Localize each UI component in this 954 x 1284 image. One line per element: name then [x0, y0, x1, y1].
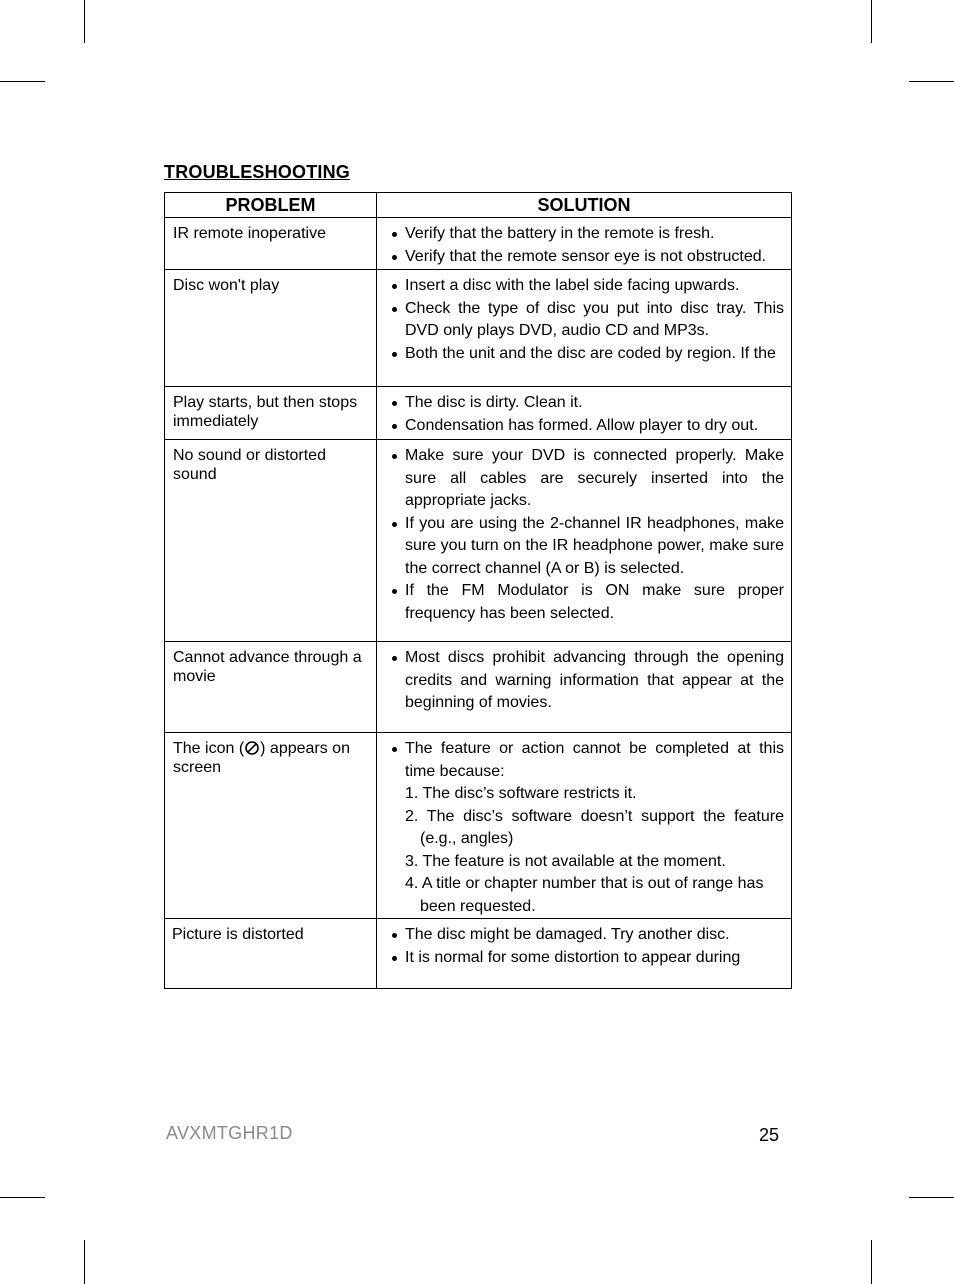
solution-cell: [377, 440, 792, 642]
solution-column-header: SOLUTION: [377, 193, 792, 218]
solution-cell: [377, 218, 792, 270]
solution-item: If the FM Modulator is ON make sure proper frequency has been selected.: [391, 580, 784, 625]
problem-cell: No sound or distorted sound: [165, 440, 377, 642]
solution-item: If you are using the 2-channel IR headphones, make sure you turn on the IR headphone power, make sure the correct channel (A or B) is selected.: [391, 513, 784, 581]
solution-cell: [377, 919, 792, 989]
solution-cell: [377, 270, 792, 387]
problem-column-header: PROBLEM: [165, 193, 377, 218]
problem-cell: Disc won't play: [165, 270, 377, 387]
reason-item: 3. The feature is not available at the moment.: [405, 852, 726, 870]
table-row: [165, 440, 792, 642]
crop-mark: [0, 81, 45, 82]
problem-cell: Picture is distorted: [165, 919, 377, 989]
solution-item: Both the unit and the disc are coded by region. If the: [391, 343, 784, 366]
solution-item: The disc might be damaged. Try another disc.: [391, 924, 784, 947]
solution-item: Most discs prohibit advancing through the opening credits and warning information that appear at the beginning of movies.: [391, 647, 784, 715]
solution-item: Insert a disc with the label side facing upwards.: [391, 275, 784, 298]
troubleshooting-table: [164, 192, 792, 989]
problem-cell: IR remote inoperative: [165, 218, 377, 270]
reason-item: 1. The disc’s software restricts it.: [405, 785, 637, 802]
solution-cell: [377, 733, 792, 919]
solution-item: The feature or action cannot be completed at this time because:: [391, 738, 784, 783]
table-row: [165, 642, 792, 733]
reason-item: 2. The disc’s software doesn’t support the feature (e.g., angles): [405, 807, 784, 847]
solution-item: Condensation has formed. Allow player to dry out.: [391, 415, 784, 438]
table-row: [165, 919, 792, 989]
solution-item: Verify that the remote sensor eye is not obstructed.: [391, 246, 784, 269]
problem-cell: [165, 733, 377, 919]
table-row: [165, 218, 792, 270]
problem-cell: Cannot advance through a movie: [165, 642, 377, 733]
solution-cell: [377, 387, 792, 440]
table-row: [165, 733, 792, 919]
reason-list: [391, 783, 784, 918]
problem-text-before-icon: The icon (: [173, 740, 245, 757]
crop-mark: [871, 1240, 872, 1284]
problem-cell: Play starts, but then stops immediately: [165, 387, 377, 440]
solution-item: The disc is dirty. Clean it.: [391, 392, 784, 415]
problem-text-after-icon: ) appears on screen: [173, 740, 350, 776]
page-title: TROUBLESHOOTING: [164, 162, 350, 182]
crop-mark: [909, 1197, 954, 1198]
table-row: [165, 270, 792, 387]
model-number: AVXMTGHR1D: [166, 1123, 293, 1143]
table-header-row: [165, 193, 792, 218]
crop-mark: [84, 0, 85, 43]
solution-item: Make sure your DVD is connected properly. Make sure all cables are securely inserted into the appropriate jacks.: [391, 445, 784, 513]
solution-item: Check the type of disc you put into disc tray. This DVD only plays DVD, audio CD and MP3s.: [391, 298, 784, 343]
crop-mark: [0, 1197, 45, 1198]
prohibited-icon: [245, 741, 259, 755]
solution-item: It is normal for some distortion to appear during: [391, 947, 784, 970]
reason-item: 4. A title or chapter number that is out of range has been requested.: [405, 875, 764, 915]
table-row: [165, 387, 792, 440]
solution-item: Verify that the battery in the remote is fresh.: [391, 223, 784, 246]
solution-cell: [377, 642, 792, 733]
crop-mark: [909, 81, 954, 82]
crop-mark: [871, 0, 872, 43]
crop-mark: [84, 1240, 85, 1284]
page-number: 25: [759, 1125, 780, 1145]
